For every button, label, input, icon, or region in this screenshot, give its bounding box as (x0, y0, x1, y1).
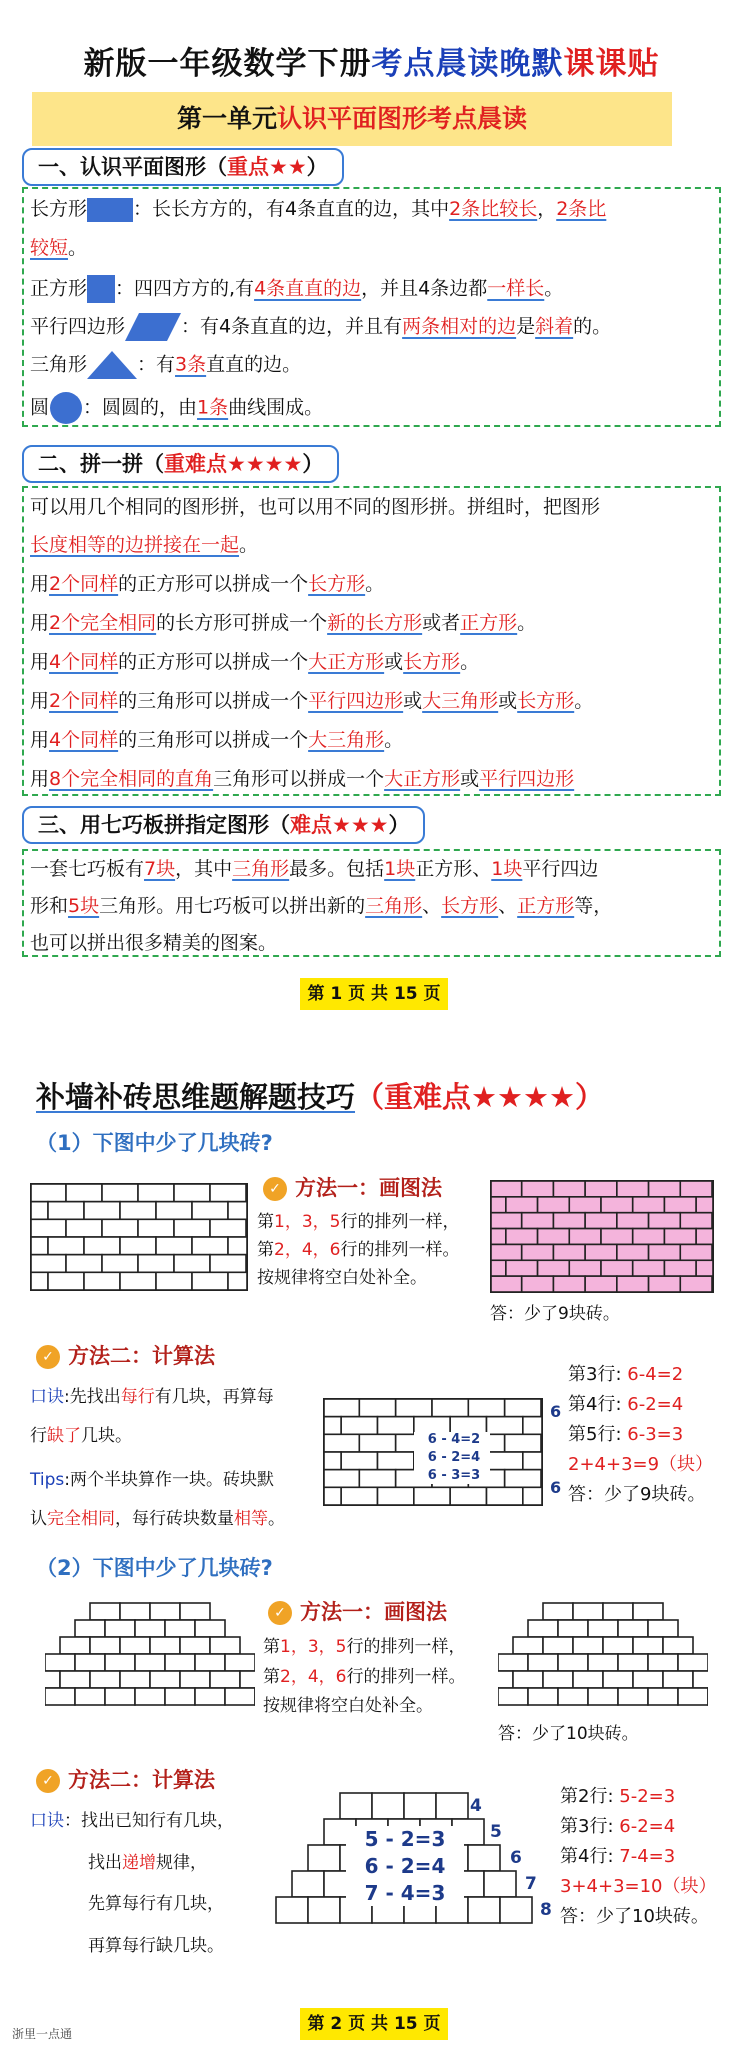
brick (378, 1417, 414, 1435)
brick (48, 1202, 84, 1220)
page-number-1: 第 1 页 共 15 页 (300, 978, 448, 1010)
brick (649, 1276, 681, 1292)
square-line: 正方形 ：四四方方的,有4条直直的边，并且4条边都一样长。 (30, 275, 563, 303)
brick (617, 1276, 649, 1292)
calc2-block: 第2行: 5-2=3 第3行: 6-2=4 第4行: 7-4=3 3+4+3=10（块） 答：少了10块砖。 (560, 1786, 717, 1927)
question2-heading: （2）下图中少了几块砖? (36, 1556, 273, 1580)
brick (292, 1871, 324, 1897)
brick (180, 1637, 210, 1654)
brick (680, 1181, 712, 1197)
brick (60, 1637, 90, 1654)
brick (324, 1417, 341, 1435)
brick (491, 1213, 522, 1229)
brick (663, 1637, 693, 1654)
section2-heading: 二、拼一拼（重难点★★★★） (22, 445, 339, 483)
row-num-8: 8 (540, 1900, 552, 1920)
brick (228, 1237, 247, 1255)
tips-line1: Tips:两个半块算作一块。砖块默 (30, 1470, 274, 1490)
medal-icon: ✓ (36, 1345, 60, 1369)
tips-line2: 认完全相同，每行砖块数量相等。 (30, 1509, 285, 1529)
row-num-5: 5 (490, 1822, 502, 1842)
brick (120, 1603, 150, 1620)
brick (102, 1219, 138, 1237)
brick (192, 1237, 228, 1255)
pyramid-incomplete (45, 1602, 255, 1712)
brick (135, 1654, 165, 1671)
brick (617, 1181, 649, 1197)
brick (569, 1260, 601, 1276)
brick (588, 1654, 618, 1671)
brick (359, 1399, 395, 1417)
brick (506, 1197, 538, 1213)
brick (120, 1637, 150, 1654)
section1-heading: 一、认识平面图形（重点★★） (22, 148, 344, 186)
brick (649, 1244, 681, 1260)
brick (543, 1637, 573, 1654)
brick (491, 1229, 506, 1245)
calc1-block: 第3行: 6-4=2 第4行: 6-2=4 第5行: 6-3=3 2+4+3=9（块） 答：少了9块砖。 (568, 1364, 714, 1505)
brick (432, 1399, 468, 1417)
section3-heading: 三、用七巧板拼指定图形（难点★★★） (22, 806, 425, 844)
brick (105, 1620, 135, 1637)
brick (585, 1181, 617, 1197)
brick (663, 1671, 693, 1688)
brick (120, 1202, 156, 1220)
row-count-bottom: 6 (550, 1478, 562, 1497)
brick (324, 1452, 341, 1470)
brick (210, 1255, 246, 1273)
brick (505, 1434, 541, 1452)
s3-line2: 形和5块三角形。用七巧板可以拼出新的三角形、长方形、正方形等， (30, 895, 613, 917)
brick (649, 1181, 681, 1197)
s2-line3: 用4个同样的正方形可以拼成一个大正方形或长方形。 (30, 651, 480, 673)
brick (174, 1255, 210, 1273)
brick (487, 1417, 523, 1435)
brick (523, 1487, 542, 1505)
brick (522, 1276, 554, 1292)
s2-line2: 用2个完全相同的长方形可拼成一个新的长方形或者正方形。 (30, 612, 537, 634)
brick (180, 1603, 210, 1620)
brick (528, 1654, 558, 1671)
method2-heading: ✓ 方法二：计算法 (36, 1340, 215, 1370)
kj2-line1: 口诀：找出已知行有几块， (30, 1811, 234, 1831)
brick (150, 1671, 180, 1688)
brick (135, 1688, 165, 1705)
brick (523, 1452, 542, 1470)
s2-line5: 用4个同样的三角形可以拼成一个大三角形。 (30, 729, 404, 751)
s2-line6: 用8个完全相同的直角三角形可以拼成一个大正方形或平行四边形 (30, 768, 575, 790)
rectangle-shape-icon (87, 198, 133, 222)
page-title: 新版一年级数学下册考点晨读晚默课课贴 (83, 46, 660, 82)
brick (165, 1620, 195, 1637)
brick (210, 1671, 240, 1688)
brick (324, 1487, 341, 1505)
brick (491, 1260, 506, 1276)
row-num-4: 4 (470, 1796, 482, 1816)
brick (195, 1620, 225, 1637)
brick (664, 1197, 696, 1213)
brick (48, 1272, 84, 1290)
brick (225, 1688, 255, 1705)
brick (633, 1637, 663, 1654)
brick (588, 1620, 618, 1637)
brick (66, 1184, 102, 1202)
brick (378, 1452, 414, 1470)
brick (240, 1671, 255, 1688)
brick (102, 1255, 138, 1273)
brick (436, 1793, 468, 1819)
brick (156, 1202, 192, 1220)
brick (359, 1470, 395, 1488)
brick (195, 1654, 225, 1671)
brick (31, 1202, 48, 1220)
brick (633, 1229, 665, 1245)
answer1: 答：少了9块砖。 (490, 1304, 620, 1324)
brick (506, 1229, 538, 1245)
brick (678, 1688, 708, 1705)
brick (138, 1219, 174, 1237)
brick (538, 1197, 570, 1213)
brick (90, 1671, 120, 1688)
brick (505, 1470, 541, 1488)
brick (228, 1202, 247, 1220)
kj2-line2: 找出递增规律， (88, 1853, 207, 1873)
m3-line3: 按规律将空白处补全。 (263, 1696, 433, 1716)
brick (120, 1671, 150, 1688)
brick (210, 1184, 246, 1202)
brick (618, 1654, 648, 1671)
brick (603, 1637, 633, 1654)
brick (601, 1229, 633, 1245)
brick (31, 1255, 66, 1273)
parallelogram-shape-icon (125, 313, 181, 341)
brick (528, 1688, 558, 1705)
brick (664, 1229, 696, 1245)
brick (680, 1244, 712, 1260)
brick (341, 1452, 377, 1470)
brick (84, 1237, 120, 1255)
brick (553, 1181, 585, 1197)
s2-line1: 用2个同样的正方形可以拼成一个长方形。 (30, 573, 385, 595)
brick (633, 1603, 663, 1620)
brick (491, 1181, 522, 1197)
brick (138, 1255, 174, 1273)
brick (396, 1399, 432, 1417)
brick (522, 1213, 554, 1229)
section1-box (22, 187, 721, 427)
page-number-2: 第 2 页 共 15 页 (300, 2008, 448, 2040)
kj2-line4: 再算每行缺几块。 (88, 1936, 224, 1956)
brick (324, 1434, 359, 1452)
brick (468, 1845, 500, 1871)
brick (569, 1229, 601, 1245)
brick (633, 1260, 665, 1276)
brick (75, 1620, 105, 1637)
brick (553, 1213, 585, 1229)
brick (648, 1654, 678, 1671)
wall1-completed (490, 1180, 716, 1295)
brick (603, 1671, 633, 1688)
brick (696, 1229, 713, 1245)
brick (31, 1219, 66, 1237)
brick (165, 1654, 195, 1671)
row-num-6: 6 (510, 1848, 522, 1868)
brick (601, 1197, 633, 1213)
brick (601, 1260, 633, 1276)
brick (359, 1434, 395, 1452)
s2-intro-line2: 长度相等的边拼接在一起。 (30, 534, 259, 556)
brick (75, 1654, 105, 1671)
row-num-7: 7 (525, 1874, 537, 1894)
brick (225, 1654, 255, 1671)
brick (450, 1487, 486, 1505)
unit-banner: 第一单元认识平面图形考点晨读 (32, 92, 672, 146)
question1-heading: （1）下图中少了几块砖? (36, 1131, 273, 1155)
brick (195, 1688, 225, 1705)
triangle-shape-icon (87, 351, 137, 379)
brick (491, 1244, 522, 1260)
brick (60, 1671, 90, 1688)
brick (468, 1897, 500, 1923)
m1-line1: 第1，3，5行的排列一样， (257, 1212, 460, 1232)
brick (696, 1197, 713, 1213)
brick (678, 1654, 708, 1671)
brick (404, 1793, 436, 1819)
brick (633, 1197, 665, 1213)
brick (308, 1845, 340, 1871)
s2-line4: 用2个同样的三角形可以拼成一个平行四边形或大三角形或长方形。 (30, 690, 594, 712)
brick (543, 1603, 573, 1620)
pyramid-equations: 5 - 2=3 6 - 2=4 7 - 4=3 (364, 1827, 446, 1905)
circle-shape-icon (49, 392, 83, 424)
brick (378, 1487, 414, 1505)
brick (45, 1654, 75, 1671)
medal-icon: ✓ (36, 1769, 60, 1793)
p2-heading: 补墙补砖思维题解题技巧（重难点★★★★） (36, 1080, 605, 1114)
m1-line3: 按规律将空白处补全。 (257, 1268, 427, 1288)
brick (84, 1272, 120, 1290)
brick (693, 1671, 708, 1688)
brick (573, 1637, 603, 1654)
brick (573, 1671, 603, 1688)
brick (192, 1272, 228, 1290)
brick (558, 1620, 588, 1637)
method4-heading: ✓ 方法二：计算法 (36, 1764, 215, 1794)
brick (528, 1620, 558, 1637)
brick (192, 1202, 228, 1220)
brick (31, 1237, 48, 1255)
brick (558, 1654, 588, 1671)
brick (680, 1213, 712, 1229)
brick (468, 1399, 504, 1417)
brick (648, 1620, 678, 1637)
brick (341, 1417, 377, 1435)
brick (585, 1244, 617, 1260)
medal-icon: ✓ (263, 1177, 287, 1201)
brick (573, 1603, 603, 1620)
brick (513, 1671, 543, 1688)
brick (31, 1272, 48, 1290)
brick (105, 1688, 135, 1705)
method3-heading: ✓ 方法一：画图法 (268, 1596, 447, 1626)
medal-icon: ✓ (268, 1601, 292, 1625)
brick (156, 1237, 192, 1255)
brick (90, 1603, 120, 1620)
brick (569, 1197, 601, 1213)
kj-line1: 口诀:先找出每行有几块，再算每 (30, 1387, 274, 1407)
pyramid-completed (498, 1602, 708, 1712)
brick (538, 1260, 570, 1276)
m1-line2: 第2，4，6行的排列一样。 (257, 1240, 460, 1260)
brick (174, 1184, 210, 1202)
brick (174, 1219, 210, 1237)
brick (165, 1688, 195, 1705)
brick (75, 1688, 105, 1705)
wall-equations: 6 - 4=2 6 - 2=4 6 - 3=3 (427, 1432, 481, 1483)
brick (553, 1276, 585, 1292)
brick (487, 1487, 523, 1505)
brick (696, 1260, 713, 1276)
brick (150, 1603, 180, 1620)
brick (210, 1637, 240, 1654)
brick (498, 1654, 528, 1671)
brick (340, 1793, 372, 1819)
brick (617, 1244, 649, 1260)
brick (513, 1637, 543, 1654)
brick (553, 1244, 585, 1260)
square-shape-icon (87, 275, 115, 303)
row-count-top: 6 (550, 1402, 562, 1421)
brick (538, 1229, 570, 1245)
brick (102, 1184, 138, 1202)
rect-line-2: 较短。 (30, 237, 88, 259)
brick (649, 1213, 681, 1229)
brick (498, 1688, 528, 1705)
brick (484, 1871, 516, 1897)
brick (105, 1654, 135, 1671)
brick (308, 1897, 340, 1923)
answer2: 答：少了10块砖。 (498, 1724, 639, 1744)
m3-line1: 第1，3，5行的排列一样， (263, 1637, 466, 1657)
brick (324, 1470, 359, 1488)
brick (135, 1620, 165, 1637)
circle-line: 圆 ：圆圆的，由1条曲线围成。 (30, 392, 323, 424)
brick (120, 1272, 156, 1290)
brick (648, 1688, 678, 1705)
brick (585, 1213, 617, 1229)
wall1-incomplete (30, 1183, 250, 1293)
brick (414, 1487, 450, 1505)
s3-line1: 一套七巧板有7块，其中三角形最多。包括1块正方形、1块平行四边 (30, 858, 599, 880)
brick (664, 1260, 696, 1276)
brick (500, 1897, 532, 1923)
s3-line3: 也可以拼出很多精美的图案。 (30, 932, 278, 954)
brick (45, 1671, 60, 1688)
brick (372, 1793, 404, 1819)
brick (156, 1272, 192, 1290)
brick (324, 1399, 359, 1417)
footer-watermark: 浙里一点通 (12, 2027, 73, 2041)
brick (90, 1637, 120, 1654)
brick (491, 1197, 506, 1213)
method1-heading: ✓ 方法一：画图法 (263, 1172, 442, 1202)
brick (588, 1688, 618, 1705)
brick (618, 1620, 648, 1637)
brick (558, 1688, 588, 1705)
brick (31, 1184, 66, 1202)
brick (491, 1276, 522, 1292)
brick (487, 1452, 523, 1470)
brick (341, 1487, 377, 1505)
brick (522, 1181, 554, 1197)
brick (618, 1688, 648, 1705)
parallelogram-line: 平行四边形 ：有4条直直的边，并且有两条相对的边是斜着的。 (30, 313, 611, 341)
brick (522, 1244, 554, 1260)
brick (505, 1399, 541, 1417)
brick (84, 1202, 120, 1220)
triangle-line: 三角形 ：有3条直直的边。 (30, 351, 301, 379)
kj2-line3: 先算每行有几块， (88, 1894, 224, 1914)
rect-line: 长方形 ：长长方方的，有4条直直的边，其中2条比较长，2条比 (30, 198, 607, 220)
brick (680, 1276, 712, 1292)
brick (585, 1276, 617, 1292)
brick (48, 1237, 84, 1255)
brick (180, 1671, 210, 1688)
kj-line2: 行缺了几块。 (30, 1426, 132, 1446)
brick (66, 1219, 102, 1237)
brick (210, 1219, 246, 1237)
brick (66, 1255, 102, 1273)
brick (633, 1671, 663, 1688)
brick (150, 1637, 180, 1654)
brick (543, 1671, 573, 1688)
brick (603, 1603, 633, 1620)
m3-line2: 第2，4，6行的排列一样。 (263, 1667, 466, 1687)
brick (523, 1417, 542, 1435)
brick (276, 1897, 308, 1923)
brick (138, 1184, 174, 1202)
brick (228, 1272, 247, 1290)
brick (45, 1688, 75, 1705)
brick (617, 1213, 649, 1229)
s2-intro-line1: 可以用几个相同的图形拼，也可以用不同的图形拼。拼组时，把图形 (30, 496, 601, 518)
brick (498, 1671, 513, 1688)
brick (120, 1237, 156, 1255)
brick (506, 1260, 538, 1276)
